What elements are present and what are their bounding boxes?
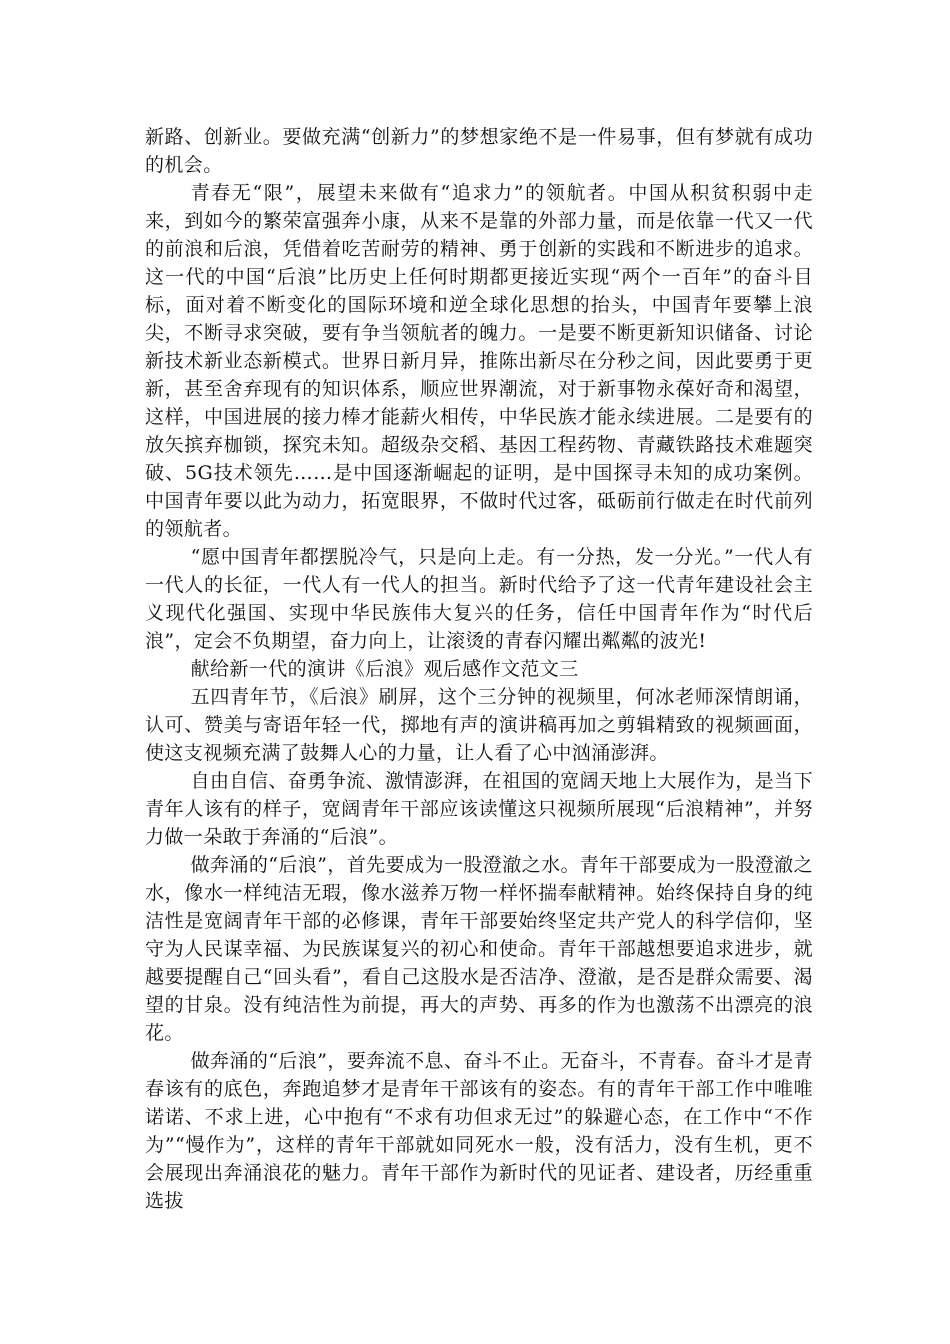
paragraph-clear-water: 做奔涌的“后浪”，首先要成为一股澄澈之水。青年干部要成为一股澄澈之水，像水一样纯洁无瑕，像水滋养万物一样怀揣奉献精神。始终保持自身的纯洁性是宽阔青年干部的必修课，青年干部要始终坚定共产党人的科学信仰，坚守为人民谋幸福、为民族谋复兴的初心和使命。青年干部越想要追求进步，就越要提醒自己“回头看”，看自己这股水是否洁净、澄澈，是否是群众需要、渴望的甘泉。没有纯洁性为前提，再大的声势、再多的作为也激荡不出漂亮的浪花。: [145, 854, 813, 1044]
section-heading: 献给新一代的演讲《后浪》观后感作文范文三: [190, 658, 579, 680]
paragraph-pursuit-navigator: 青春无“限”，展望未来做有“追求力”的领航者。中国从积贫积弱中走来，到如今的繁荣富强奔小康，从来不是靠的外部力量，而是依靠一代又一代的前浪和后浪，凭借着吃苦耐劳的精神、勇于创新的实践和不断进步的追求。这一代的中国“后浪”比历史上任何时期都更接近实现“两个一百年”的奋斗目标，面对着不断变化的国际环境和逆全球化思想的抬头，中国青年要攀上浪尖，不断寻求突破，要有争当领航者的魄力。一是要不断更新知识储备、讨论新技术新业态新模式。世界日新月异，推陈出新尽在分秒之间，因此要勇于更新，甚至舍弃现有的知识体系，顺应世界潮流，对于新事物永葆好奇和渴望，这样，中国进展的接力棒才能薪火相传，中华民族才能永续进展。二是要有的放矢摈弃枷锁，探究未知。超级杂交稻、基因工程药物、青藏铁路技术难题突破、5G技术领先……是中国逐渐崛起的证明，是中国探寻未知的成功案例。中国青年要以此为动力，拓宽眼界，不做时代过客，砥砺前行做走在时代前列的领航者。: [145, 182, 813, 540]
paragraph-continuation: 新路、创新业。要做充满“创新力”的梦想家绝不是一件易事，但有梦就有成功的机会。: [145, 126, 813, 176]
document-page: [145, 123, 813, 1215]
paragraph-keep-striving: 做奔涌的“后浪”，要奔流不息、奋斗不止。无奋斗，不青春。奋斗才是青春该有的底色，奔跑追梦才是青年干部该有的姿态。有的青年干部工作中唯唯诺诺、不求上进，心中抱有“不求有功但求无过”的躲避心态，在工作中“不作为”“慢作为”，这样的青年干部就如同死水一般，没有活力，没有生机，更不会展现出奔涌浪花的魅力。青年干部作为新时代的见证者、建设者，历经重重选拔: [145, 1050, 813, 1212]
paragraph-youth-day: 五四青年节，《后浪》刷屏，这个三分钟的视频里，何冰老师深情朗诵，认可、赞美与寄语年轻一代，掷地有声的演讲稿再加之剪辑精致的视频画面，使这支视频充满了鼓舞人心的力量，让人看了心中汹涌澎湃。: [145, 686, 813, 764]
paragraph-confidence: 自由自信、奋勇争流、激情澎湃，在祖国的宽阔天地上大展作为，是当下青年人该有的样子，宽阔青年干部应该读懂这只视频所展现“后浪精神”，并努力做一朵敢于奔涌的“后浪”。: [145, 770, 813, 848]
paragraph-closing-quote: “愿中国青年都摆脱冷气，只是向上走。有一分热，发一分光。”一代人有一代人的长征，一代人有一代人的担当。新时代给予了这一代青年建设社会主义现代化强国、实现中华民族伟大复兴的任务，信任中国青年作为“时代后浪”，定会不负期望，奋力向上，让滚烫的青春闪耀出粼粼的波光!: [145, 546, 813, 652]
